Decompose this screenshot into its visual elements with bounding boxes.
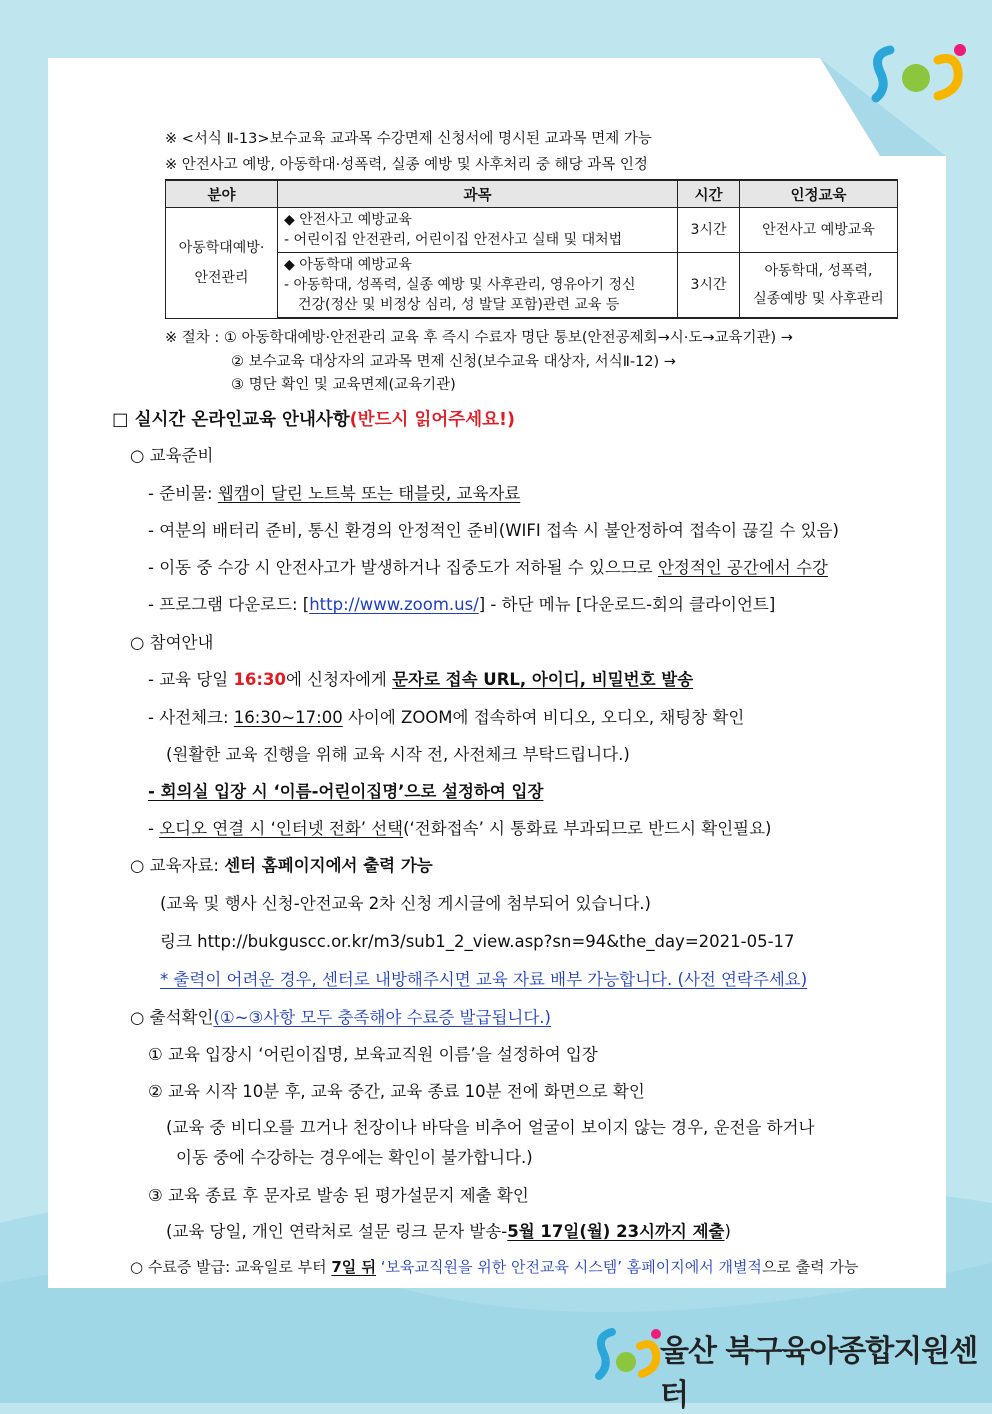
survey-deadline: 5월 17일(월) 23시까지 제출 — [507, 1222, 725, 1241]
join-text: 에 신청자에게 — [285, 670, 393, 689]
header-field: 분야 — [166, 180, 278, 208]
download-menu-text: ] - 하단 메뉴 [다운로드-회의 클라이언트] — [478, 595, 776, 614]
material-pickup-note: * 출력이 어려운 경우, 센터로 내방해주시면 교육 자료 배부 가능합니다. (사전 연락주세요) — [160, 970, 808, 989]
attendance-heading — [130, 1004, 551, 1028]
footer-org-name: 울산 북구육아종합지원센터 — [660, 1334, 978, 1413]
certificate-text: ○ 수료증 발급: 교육일로 부터 — [130, 1258, 332, 1276]
prep-safety-text: - 이동 중 수강 시 안전사고가 발생하거나 집중도가 저하될 수 있으므로 — [148, 558, 658, 577]
subject-line: - 어린이집 안전관리, 어린이집 안전사고 실태 및 대처법 — [284, 232, 623, 248]
download-label: - 프로그램 다운로드: [ — [148, 595, 310, 614]
certificate-text-end: 으로 출력 가능 — [761, 1258, 859, 1276]
material-label: ○ 교육자료: — [130, 856, 225, 875]
prep-heading: ○ 교육준비 — [130, 446, 214, 465]
subject-line: - 아동학대, 성폭력, 실종 예방 및 사후관리, 영유아기 정신 — [284, 277, 636, 293]
time-cell: 3시간 — [678, 208, 740, 253]
precheck-label: - 사전체크: — [148, 708, 234, 727]
survey-text: (교육 당일, 개인 연락처로 설문 링크 문자 발송- — [166, 1222, 508, 1241]
join-time: 16:30 — [233, 670, 286, 689]
join-sms-emphasis: 문자로 접속 URL, 아이디, 비밀번호 발송 — [392, 670, 694, 689]
certified-cell: 안전사고 예방교육 — [740, 208, 898, 253]
certificate-days: 7일 뒤 — [331, 1258, 377, 1276]
note-recognized-subjects: ※ 안전사고 예방, 아동학대·성폭력, 실종 예방 및 사후처리 중 해당 과목 인정 — [165, 157, 648, 173]
recognition-table — [165, 179, 898, 319]
section-title — [112, 406, 515, 431]
procedure-step-3: ③ 명단 확인 및 교육면제(교육기관) — [231, 377, 456, 393]
join-item-sms — [148, 666, 693, 690]
section-title-text: □ 실시간 온라인교육 안내사항 — [112, 410, 350, 430]
precheck-time: 16:30~17:00 — [233, 708, 343, 727]
attendance-label: ○ 출석확인 — [130, 1008, 214, 1027]
attendance-step-3-note — [166, 1218, 731, 1242]
note-exemption-form: ※ <서식 Ⅱ-13>보수교육 교과목 수강면제 신청서에 명시된 교과목 면제 가능 — [165, 131, 652, 147]
audio-dash: - — [148, 819, 160, 838]
prep-item-materials — [148, 480, 520, 504]
attendance-step-2: ② 교육 시작 10분 후, 교육 중간, 교육 종료 10분 전에 화면으로 확인 — [148, 1082, 645, 1101]
subject-line: ◆ 아동학대 예방교육 — [284, 257, 412, 273]
section-title-emphasis: (반드시 읽어주세요!) — [349, 410, 515, 430]
precheck-text: 사이에 ZOOM에 접속하여 비디오, 오디오, 채팅창 확인 — [342, 708, 745, 727]
certificate-issue — [130, 1256, 858, 1277]
subject-cell — [278, 208, 678, 253]
time-cell: 3시간 — [678, 253, 740, 319]
attendance-condition: (①~③사항 모두 충족해야 수료증 발급됩니다.) — [213, 1008, 551, 1027]
certified-line: 실종예방 및 사후관리 — [753, 291, 884, 307]
prep-label: - 준비물: — [148, 484, 218, 503]
certified-line: 아동학대, 성폭력, — [764, 263, 873, 279]
field-line: 아동학대예방· — [178, 239, 265, 256]
header-subject: 과목 — [278, 180, 678, 208]
material-heading — [130, 852, 433, 876]
audio-note: (‘전화접속’ 시 통화료 부과되므로 반드시 확인필요) — [403, 819, 772, 838]
prep-item-safety — [148, 554, 828, 578]
procedure-step-1: ※ 절차 : ① 아동학대예방·안전관리 교육 후 즉시 수료자 명단 통보(안전공제회→시·도→교육기관) → — [165, 330, 793, 346]
join-item-name-setting: - 회의실 입장 시 ‘이름-어린이집명’으로 설정하여 입장 — [148, 782, 544, 801]
join-item-precheck — [148, 704, 744, 728]
prep-item-battery: - 여분의 배터리 준비, 통신 환경의 안정적인 준비(WIFI 접속 시 불안정하여 접속이 끊길 수 있음) — [148, 521, 839, 540]
prep-item-download — [148, 591, 775, 615]
attendance-step-3: ③ 교육 종료 후 문자로 발송 된 평가설문지 제출 확인 — [148, 1186, 529, 1205]
prep-materials-value: 웹캠이 달린 노트북 또는 태블릿, 교육자료 — [217, 484, 521, 503]
certified-cell — [740, 253, 898, 319]
table-row — [166, 208, 898, 253]
certificate-system: ‘보육교직원을 위한 안전교육 시스템’ 홈페이지에서 개별적 — [376, 1258, 762, 1276]
subject-line: ◆ 안전사고 예방교육 — [284, 212, 412, 228]
subject-cell — [278, 253, 678, 319]
table-header-row — [166, 180, 898, 208]
procedure-step-2: ② 보수교육 대상자의 교과목 면제 신청(보수교육 대상자, 서식Ⅱ-12) → — [231, 354, 676, 370]
material-link[interactable]: 링크 http://bukguscc.or.kr/m3/sub1_2_view.asp?sn=94&the_day=2021-05-17 — [160, 932, 795, 951]
attendance-step-2-note-cont: 이동 중에 수강하는 경우에는 확인이 불가합니다.) — [176, 1148, 533, 1167]
prep-safety-emphasis: 안정적인 공간에서 수강 — [657, 558, 828, 577]
attendance-step-2-note: (교육 중 비디오를 끄거나 천장이나 바닥을 비추어 얼굴이 보이지 않는 경우, 운전을 하거나 — [166, 1118, 815, 1137]
join-item-audio — [148, 815, 772, 839]
field-cell — [166, 208, 278, 319]
subject-line: 건강(정산 및 비정상 심리, 성 발달 포함)관련 교육 등 — [298, 297, 620, 313]
join-text: - 교육 당일 — [148, 670, 234, 689]
zoom-download-link[interactable]: http://www.zoom.us/ — [309, 595, 479, 614]
header-time: 시간 — [678, 180, 740, 208]
header-certified: 인정교육 — [740, 180, 898, 208]
material-emphasis: 센터 홈페이지에서 출력 가능 — [224, 856, 433, 875]
material-location-note: (교육 및 행사 신청-안전교육 2차 신청 게시글에 첨부되어 있습니다.) — [160, 894, 651, 913]
join-heading: ○ 참여안내 — [130, 633, 214, 652]
attendance-step-1: ① 교육 입장시 ‘어린이집명, 보육교직원 이름’을 설정하여 입장 — [148, 1045, 598, 1064]
survey-close: ) — [724, 1222, 731, 1241]
audio-emphasis: 오디오 연결 시 ‘인터넷 전화’ 선택 — [159, 819, 404, 838]
join-precheck-note: (원활한 교육 진행을 위해 교육 시작 전, 사전체크 부탁드립니다.) — [166, 745, 630, 764]
field-line: 안전관리 — [194, 269, 249, 286]
